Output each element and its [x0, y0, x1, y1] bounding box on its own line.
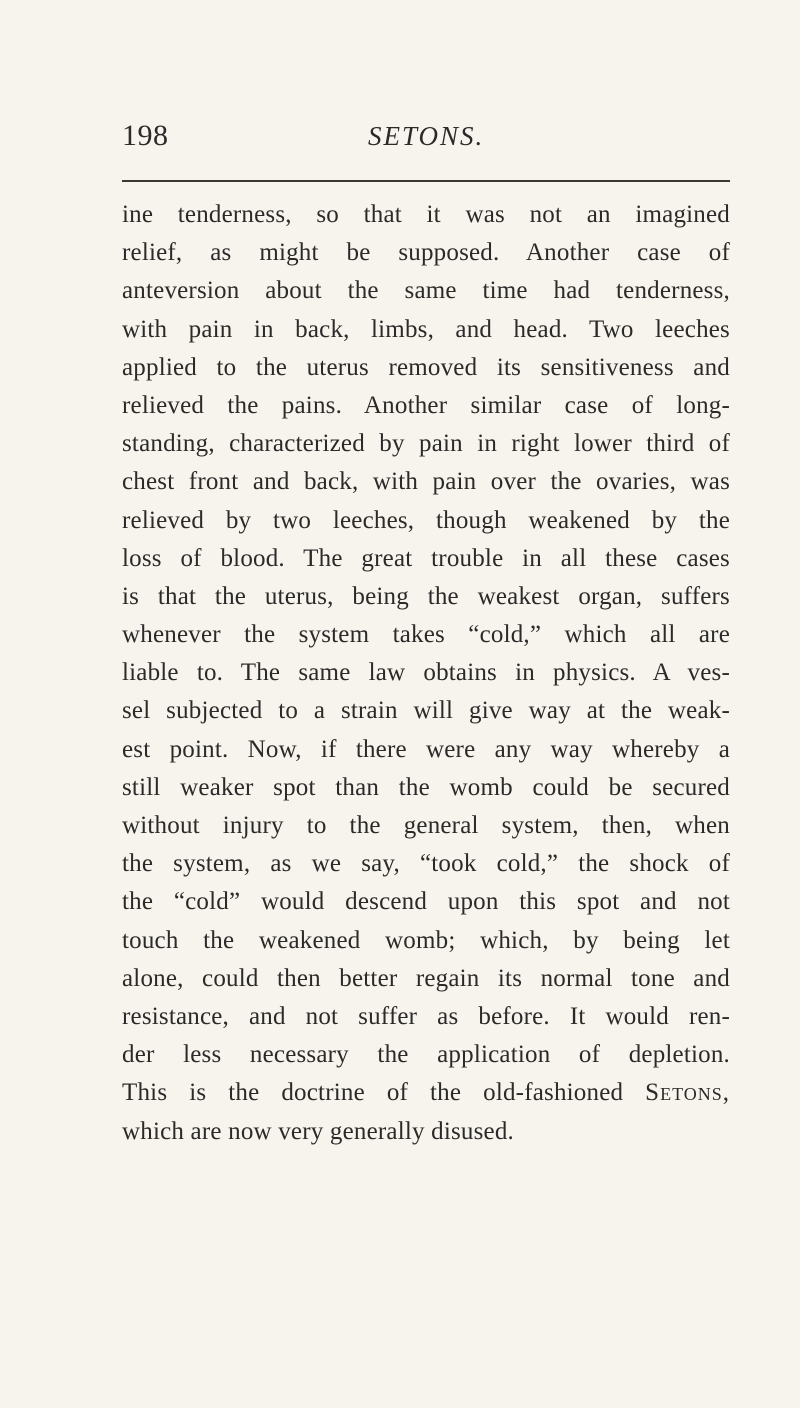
text-line: touch the weakened womb; which, by being let [122, 926, 730, 954]
text-line: alone, could then better regain its normal tone and [122, 964, 730, 992]
text-line: liable to. The same law obtains in physics. A ves- [122, 659, 730, 687]
text-line: relieved by two leeches, though weakened by the [122, 506, 730, 534]
page-number: 198 [122, 119, 169, 152]
text-line: chest front and back, with pain over the ovaries, was [122, 468, 730, 496]
text-line: ine tenderness, so that it was not an imagined [122, 201, 730, 228]
page-header [122, 118, 726, 158]
running-title: SETONS. [368, 121, 485, 151]
text-line: est point. Now, if there were any way whereby a [122, 735, 730, 763]
text-line: the “cold” would descend upon this spot and not [122, 888, 730, 916]
text-line: der less necessary the application of depletion. [122, 1041, 730, 1069]
body-text [122, 196, 730, 1151]
text-line: still weaker spot than the womb could be secured [122, 773, 730, 801]
text-line: which are now very generally disused. [122, 1117, 514, 1145]
text-line: anteversion about the same time had tenderness, [122, 277, 730, 305]
text-line: whenever the system takes “cold,” which all are [122, 621, 730, 649]
text-line [122, 1074, 730, 1112]
small-caps-word: Setons, [645, 1079, 730, 1107]
text-line: standing, characterized by pain in right lower third of [122, 430, 730, 458]
text-line: the system, as we say, “took cold,” the shock of [122, 850, 730, 878]
text-line: is that the uterus, being the weakest organ, suffers [122, 582, 730, 610]
text-line: with pain in back, limbs, and head. Two leeches [122, 315, 730, 343]
text-line: loss of blood. The great trouble in all these cases [122, 544, 730, 572]
text-line: resistance, and not suffer as before. It would ren- [122, 1002, 730, 1030]
text-line: sel subjected to a strain will give way at the weak- [122, 697, 730, 725]
text-line: applied to the uterus removed its sensitiveness and [122, 353, 730, 381]
text-line-lead: This is the doctrine of the old-fashioned [122, 1079, 624, 1107]
header-rule [122, 180, 730, 182]
text-line: relief, as might be supposed. Another case of [122, 239, 730, 267]
text-line: relieved the pains. Another similar case of long- [122, 391, 730, 419]
text-line: without injury to the general system, then, when [122, 812, 730, 839]
